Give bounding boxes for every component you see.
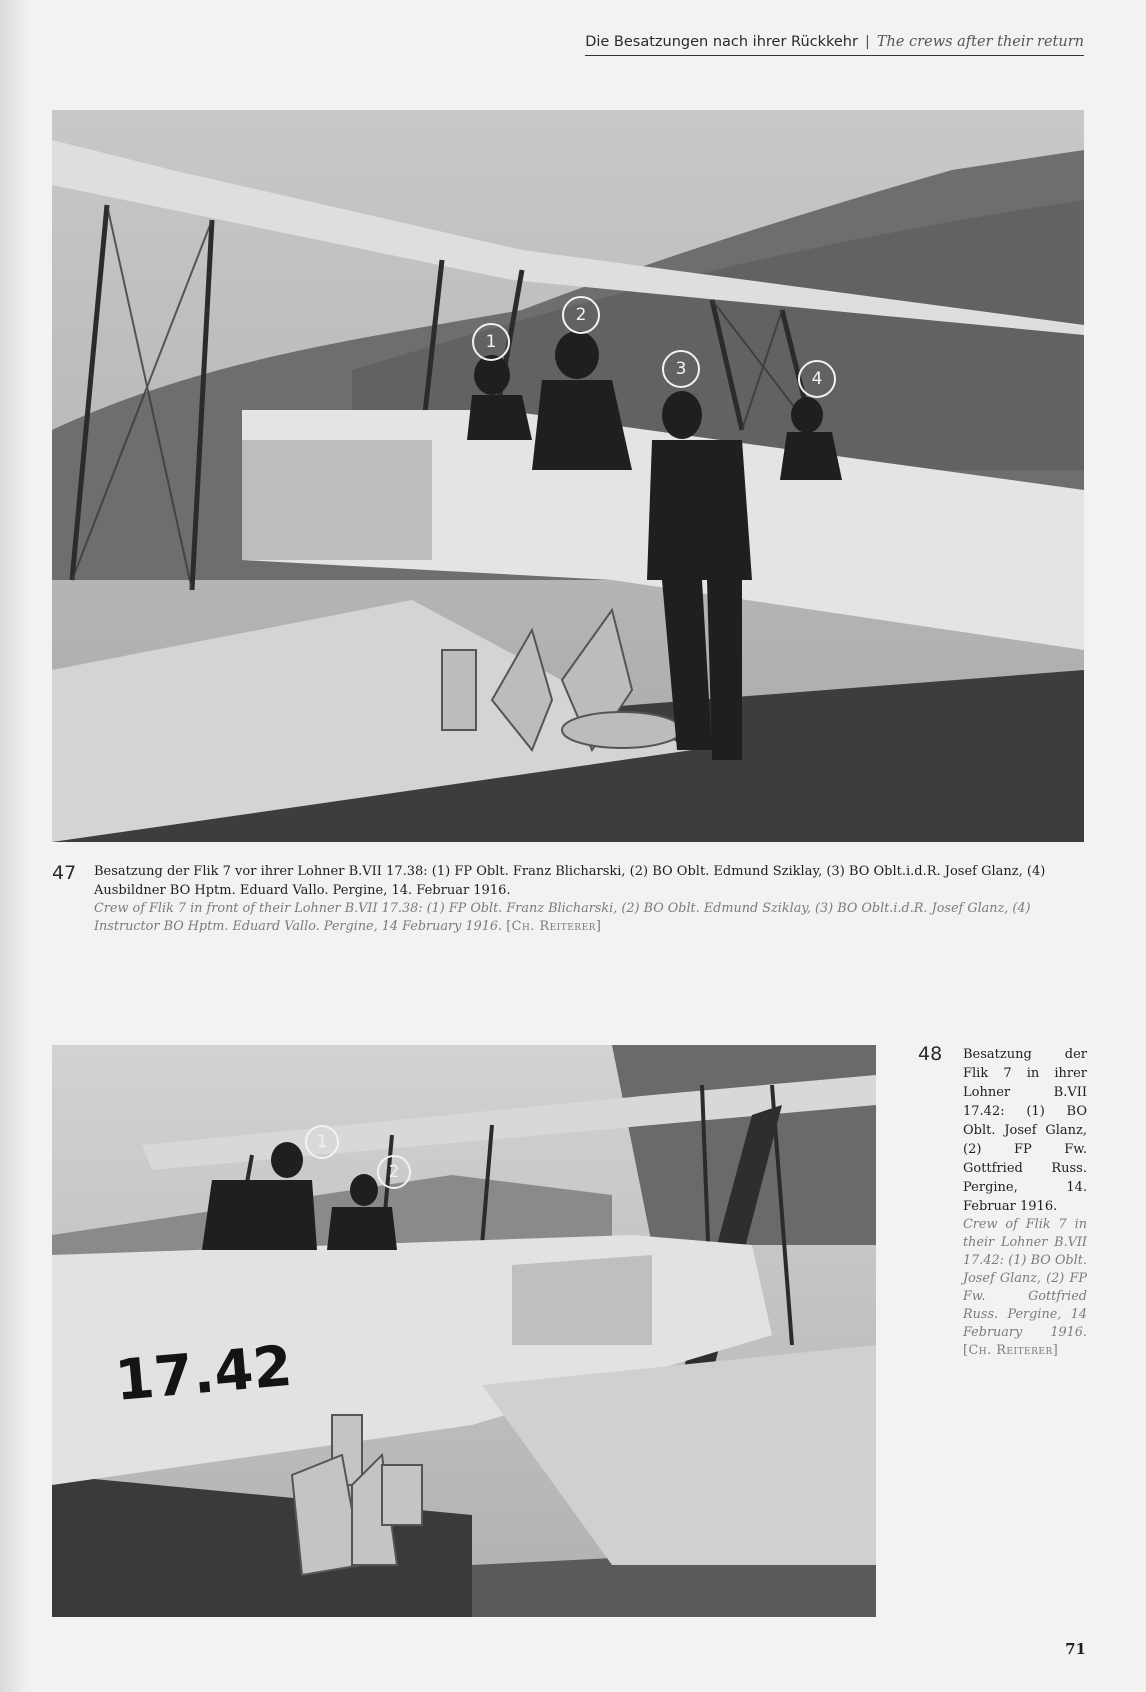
caption-48-english-text: Crew of Flik 7 in their Lohner B.VII 17.42: (1) BO Oblt. Josef Glanz, (2) FP Fw. Gottfried Russ. Pergine, 14 February 1916. <box>963 1217 1087 1340</box>
marker-2: 2 <box>562 296 600 334</box>
figure-48-caption <box>963 1045 1087 1360</box>
figure-48-number: 48 <box>918 1043 943 1065</box>
photo-48-illustration <box>52 1045 876 1617</box>
marker-3: 3 <box>662 350 700 388</box>
caption-48-english <box>963 1216 1087 1360</box>
caption-48-german: Besatzung der Flik 7 in ihrer Lohner B.VII 17.42: (1) BO Oblt. Josef Glanz, (2) FP Fw. Gottfried Russ. Pergine, 14. Februar 1916. <box>963 1047 1087 1214</box>
marker-4: 4 <box>798 360 836 398</box>
aircraft-marking: 17.42 <box>112 1333 295 1414</box>
header-separator: | <box>864 34 870 50</box>
page-number: 71 <box>1065 1640 1086 1658</box>
page-edge-shadow <box>0 0 28 1692</box>
photo-48-biplane-crew <box>52 1045 876 1617</box>
header-title-en: The crews after their return <box>876 34 1084 50</box>
marker-2: 2 <box>377 1155 411 1189</box>
caption-47-credit: [Ch. Reiterer] <box>506 919 602 934</box>
running-header <box>585 34 1084 56</box>
caption-47-english <box>94 900 1084 936</box>
figure-47-caption <box>94 862 1084 936</box>
marker-1: 1 <box>472 323 510 361</box>
caption-47-german: Besatzung der Flik 7 vor ihrer Lohner B.VII 17.38: (1) FP Oblt. Franz Blicharski, (2) BO Oblt. Edmund Sziklay, (3) BO Oblt.i.d.R. Josef Glanz, (4) Ausbildner BO Hptm. Eduard Vallo. Pergine, 14. Februar 1916. <box>94 864 1046 898</box>
caption-48-credit: [Ch. Reiterer] <box>963 1343 1059 1358</box>
figure-47-number: 47 <box>52 862 77 884</box>
photo-47-biplane-crew <box>52 110 1084 842</box>
header-title-de: Die Besatzungen nach ihrer Rückkehr <box>585 34 858 50</box>
marker-1: 1 <box>305 1125 339 1159</box>
photo-47-illustration <box>52 110 1084 842</box>
caption-47-english-text: Crew of Flik 7 in front of their Lohner B.VII 17.38: (1) FP Oblt. Franz Blicharski, (2) BO Oblt. Edmund Sziklay, (3) BO Oblt.i.d.R. Josef Glanz, (4) Instructor BO Hptm. Eduard Vallo. Pergine, 14 February 1916. <box>94 901 1031 934</box>
